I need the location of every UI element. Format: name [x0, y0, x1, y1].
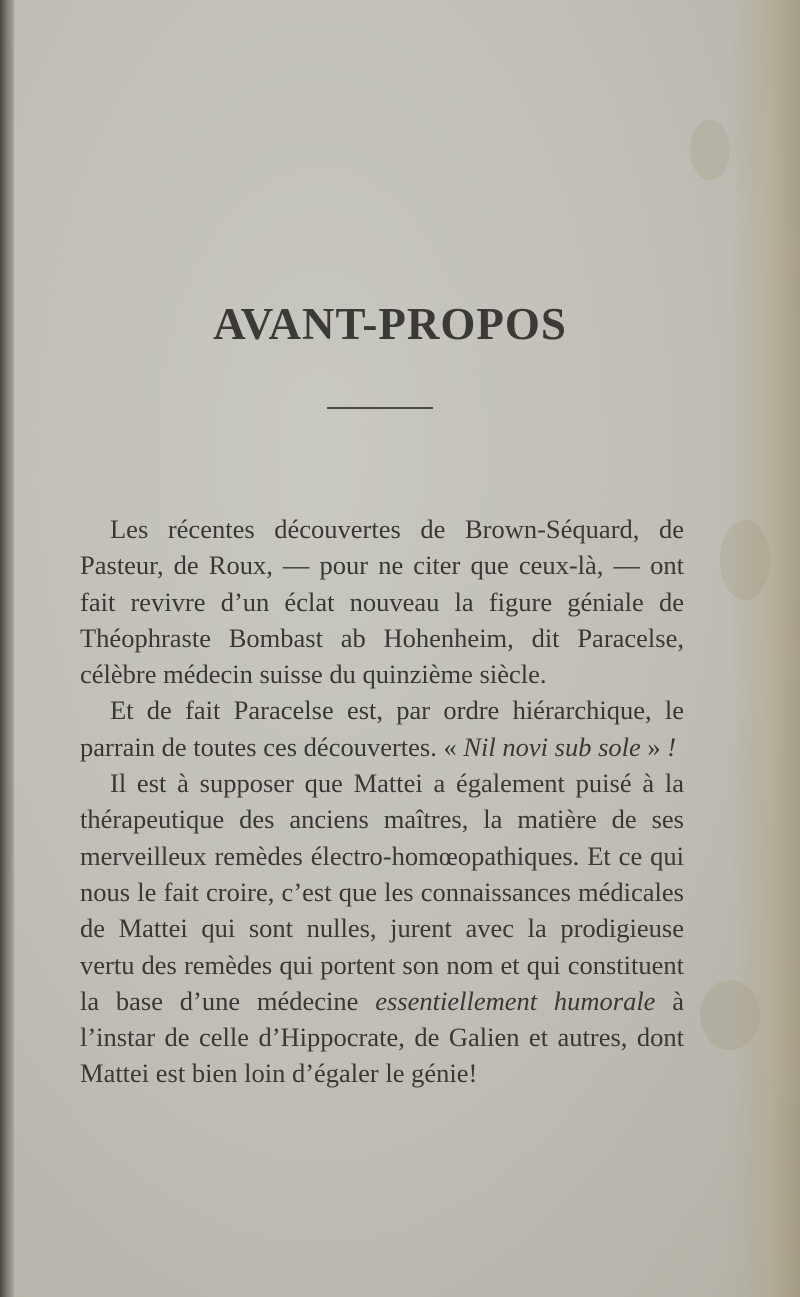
paragraph	[80, 692, 684, 765]
paragraph	[80, 765, 684, 1092]
page-title: AVANT-PROPOS	[213, 299, 567, 349]
paragraph	[80, 511, 684, 692]
text-segment: Les récentes découvertes de Brown-Séquard, de Pasteur, de Roux, — pour ne citer que ceux-là, — ont fait revivre d’un éclat nouveau la figure géniale de Théophraste Bombast ab Hohenheim, dit Paracelse, célèbre médecin suisse du quinzième siècle.	[80, 514, 684, 690]
foxing-spot	[720, 520, 770, 600]
italic-text: !	[667, 731, 677, 762]
italic-text: Nil novi sub sole	[463, 731, 641, 762]
text-segment: à l’instar de celle d’Hippocrate, de Galien et autres, dont Mattei est bien loin d’égaler le génie!	[80, 985, 684, 1089]
foxing-spot	[700, 980, 760, 1050]
text-segment: Il est à supposer que Mattei a également puisé à la thérapeutique des anciens maîtres, la matière de ses merveilleux remèdes électro-homœopathiques. Et ce qui nous le fait croire, c’est que les connaissances médicales de Mattei qui sont nulles, jurent avec la prodigieuse vertu des remèdes qui portent son nom et qui constituent la base d’une médecine	[80, 768, 684, 1016]
page-edge-stain	[730, 0, 800, 1297]
foxing-spot	[690, 120, 730, 180]
page-binding-shadow	[0, 0, 14, 1297]
text-segment: Et de fait Paracelse est, par ordre hiérarchique, le parrain de toutes ces découvertes. «	[80, 695, 684, 762]
text-segment: »	[640, 731, 668, 762]
title-divider	[327, 407, 433, 409]
italic-text: essentiellement humorale	[375, 985, 656, 1016]
body-text	[80, 511, 684, 1092]
